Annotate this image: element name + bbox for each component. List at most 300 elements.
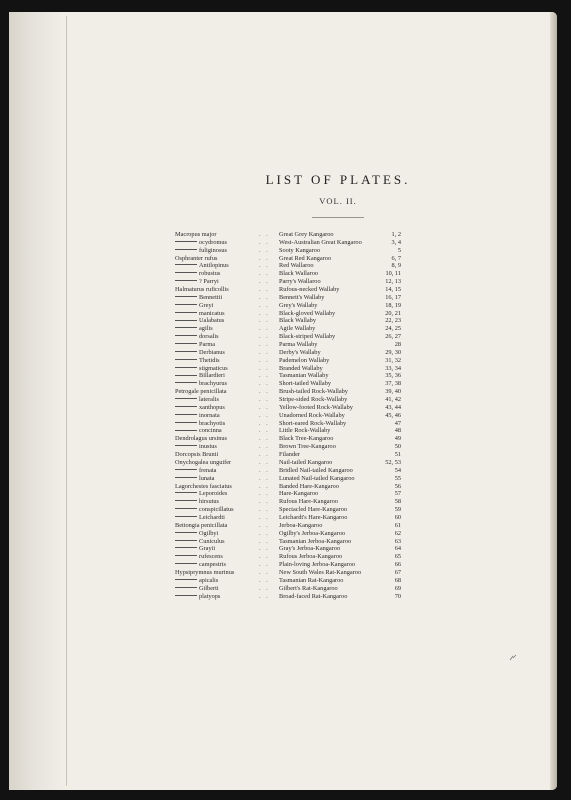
scientific-name-text: Leporoides [199,490,228,498]
plate-number: 20, 21 [385,309,401,317]
scientific-name [175,514,225,522]
scientific-name [175,396,219,404]
leader-dots: . . [259,506,270,514]
plate-row [175,365,401,373]
leader-dots: . . [259,568,270,576]
ditto-dash [175,492,197,493]
common-name: Short-eared Rock-Wallaby [279,419,347,427]
scientific-name [175,545,215,553]
plate-number: 58 [394,498,401,506]
plate-row [175,333,401,341]
scientific-name-text: rufescens [199,553,223,561]
leader-dots: . . [259,293,270,301]
plate-row [175,302,401,310]
common-name: Gray's Jerboa-Kangaroo [279,545,341,553]
scientific-name [175,404,225,412]
plate-number: 41, 42 [385,396,401,404]
scientific-name [175,357,220,365]
plate-row [175,388,401,396]
ditto-dash [175,304,197,305]
plate-number: 47 [394,419,401,427]
plate-number: 43, 44 [385,403,401,411]
plate-row [175,435,401,443]
leader-dots: . . [259,341,270,349]
plate-number: 65 [394,553,401,561]
scientific-name-text: xanthopus [199,403,225,411]
scientific-name-text: Grayii [199,545,216,553]
plate-row [175,317,401,325]
scientific-name [175,341,215,349]
common-name: Brown Tree-Kangaroo [279,443,336,451]
plate-row [175,420,401,428]
scientific-name-text: Billardieri [199,372,225,380]
leader-dots: . . [259,270,270,278]
scientific-name [175,372,225,380]
ditto-dash [175,579,197,580]
ditto-dash [175,414,197,415]
leader-dots: . . [259,333,270,341]
scientific-name [175,349,225,357]
common-name: Little Rock-Wallaby [279,427,331,435]
common-name: Red Wallaroo [279,262,314,270]
scientific-name [175,435,227,443]
scientific-name-text: Parma [199,341,216,349]
scientific-name [175,420,225,428]
leader-dots: . . [259,584,270,592]
scientific-name [175,278,219,286]
page-gutter-shadow [9,12,63,790]
scientific-name-text: frenata [199,466,217,474]
scientific-name [175,538,225,546]
ditto-dash [175,367,197,368]
plate-row [175,372,401,380]
leader-dots: . . [259,238,270,246]
ditto-dash [175,241,197,242]
plate-row [175,593,401,601]
scientific-name-text: platyops [199,592,221,600]
plate-list [175,231,401,600]
leader-dots: . . [259,458,270,466]
plate-number: 45, 46 [385,411,401,419]
common-name: Ogilby's Jerboa-Kangaroo [279,529,346,537]
plate-number: 49 [394,435,401,443]
plate-number: 3, 4 [391,238,401,246]
plate-row [175,506,401,514]
leader-dots: . . [259,545,270,553]
leader-dots: . . [259,513,270,521]
scientific-name-text: manicatus [199,309,225,317]
scientific-name [175,231,216,239]
leader-dots: . . [259,380,270,388]
scientific-name [175,506,234,514]
plate-row [175,475,401,483]
ditto-dash [175,469,197,470]
plate-number: 26, 27 [385,333,401,341]
scientific-name-text: Cuniculus [199,537,225,545]
scientific-name-text: apicalis [199,576,219,584]
ditto-dash [175,359,197,360]
leader-dots: . . [259,521,270,529]
scientific-name [175,310,225,318]
ditto-dash [175,343,197,344]
title-rule [312,217,364,218]
scientific-name-text: Ogilbyi [199,529,219,537]
plate-number: 48 [394,427,401,435]
scientific-name-text: brachyurus [199,380,227,388]
leader-dots: . . [259,451,270,459]
scientific-name-text: fuliginosus [199,246,227,254]
plate-number: 69 [394,584,401,592]
plate-row [175,357,401,365]
leader-dots: . . [259,309,270,317]
common-name: Jerboa-Kangaroo [279,521,323,529]
scientific-name-text: Dorcopsis Brunii [175,451,219,459]
scientific-name [175,333,219,341]
scientific-name-text: Halmaturus ruficollis [175,286,229,294]
ditto-dash [175,312,197,313]
ditto-dash [175,375,197,376]
plate-row [175,278,401,286]
scientific-name-text: ? Parryi [199,278,219,286]
scientific-name [175,569,234,577]
plate-row [175,349,401,357]
plate-row [175,443,401,451]
plate-number: 54 [394,466,401,474]
common-name: Tasmanian Wallaby [279,372,329,380]
plate-row [175,585,401,593]
ditto-dash [175,430,197,431]
plate-number: 51 [394,451,401,459]
scientific-name [175,388,227,396]
scientific-name [175,459,231,467]
common-name: Black-gloved Wallaby [279,309,336,317]
leader-dots: . . [259,325,270,333]
common-name: Black-striped Wallaby [279,333,336,341]
plate-number: 24, 25 [385,325,401,333]
plate-number: 1, 2 [391,231,401,238]
plate-row [175,247,401,255]
common-name: Great Grey Kangaroo [279,231,334,238]
common-name: Black Tree-Kangaroo [279,435,334,443]
scientific-name [175,553,223,561]
plate-row [175,490,401,498]
scientific-name [175,365,228,373]
scientific-name [175,530,218,538]
common-name: Filander [279,451,300,459]
ditto-dash [175,264,197,265]
common-name: Bennett's Wallaby [279,293,325,301]
ditto-dash [175,320,197,321]
leader-dots: . . [259,482,270,490]
plate-row [175,451,401,459]
ditto-dash [175,540,197,541]
scientific-name [175,286,229,294]
common-name: Rufous Hare-Kangaroo [279,498,338,506]
ditto-dash [175,508,197,509]
plate-row [175,396,401,404]
scientific-name [175,412,220,420]
common-name: Tasmanian Rat-Kangaroo [279,576,344,584]
scientific-name-text: Osphranter rufus [175,254,218,262]
plate-row [175,255,401,263]
scientific-name-text: lunata [199,474,215,482]
scientific-name [175,561,226,569]
ditto-dash [175,516,197,517]
leader-dots: . . [259,466,270,474]
scientific-name [175,498,219,506]
common-name: Derby's Wallaby [279,348,321,356]
scientific-name-text: lateralis [199,396,219,404]
leader-dots: . . [259,372,270,380]
plate-row [175,294,401,302]
plate-number: 63 [394,537,401,545]
common-name: Banded Hare-Kangaroo [279,482,339,490]
plate-row [175,538,401,546]
common-name: Stripe-sided Rock-Wallaby [279,396,348,404]
leader-dots: . . [259,356,270,364]
scientific-name [175,490,227,498]
common-name: Spectacled Hare-Kangaroo [279,506,348,514]
ditto-dash [175,477,197,478]
ditto-dash [175,327,197,328]
scientific-name-text: ocydromus [199,238,227,246]
leader-dots: . . [259,474,270,482]
leader-dots: . . [259,301,270,309]
leader-dots: . . [259,561,270,569]
common-name: Yellow-footed Rock-Wallaby [279,403,353,411]
plate-row [175,459,401,467]
plate-row [175,262,401,270]
common-name: Parma Wallaby [279,341,318,349]
leader-dots: . . [259,553,270,561]
scientific-name-text: Onychogalea unguifer [175,458,232,466]
leader-dots: . . [259,364,270,372]
scientific-name [175,380,227,388]
scientific-name-text: Greyi [199,301,214,309]
plate-number: 35, 36 [385,372,401,380]
plate-number: 28 [394,341,401,349]
plate-number: 70 [394,592,401,600]
plate-row [175,569,401,577]
plate-number: 14, 15 [385,286,401,294]
scientific-name [175,270,220,278]
scientific-name [175,483,232,491]
plate-number: 61 [394,521,401,529]
common-name: Unadorned Rock-Wallaby [279,411,345,419]
plate-number: 64 [394,545,401,553]
page-edge [550,12,557,790]
plate-row [175,380,401,388]
leader-dots: . . [259,403,270,411]
leader-dots: . . [259,278,270,286]
plate-row [175,286,401,294]
ditto-dash [175,296,197,297]
ditto-dash [175,445,197,446]
scientific-name-text: robustus [199,270,221,278]
plate-number: 29, 30 [385,348,401,356]
plate-number: 66 [394,561,401,569]
scientific-name-text: Thetidis [199,356,220,364]
volume-label: VOL. II. [319,196,357,206]
common-name: Nail-tailed Kangaroo [279,458,333,466]
scientific-name [175,325,213,333]
leader-dots: . . [259,576,270,584]
scientific-name [175,294,222,302]
scientific-name-text: inornata [199,411,220,419]
ditto-dash [175,249,197,250]
ditto-dash [175,587,197,588]
scientific-name [175,302,213,310]
plate-row [175,239,401,247]
plate-number: 50 [394,443,401,451]
leader-dots: . . [259,411,270,419]
common-name: Plain-loving Jerboa-Kangaroo [279,561,356,569]
scientific-name-text: stigmaticus [199,364,228,372]
scientific-name-text: Dendrolagus ursinus [175,435,227,443]
leader-dots: . . [259,427,270,435]
ditto-dash [175,398,197,399]
plate-number: 39, 40 [385,388,401,396]
common-name: Brush-tailed Rock-Wallaby [279,388,348,396]
scientific-name [175,239,227,247]
common-name: West-Australian Great Kangaroo [279,238,362,246]
page-title: LIST OF PLATES. [265,172,411,187]
leader-dots: . . [259,262,270,270]
leader-dots: . . [259,396,270,404]
plate-row [175,231,401,239]
plate-row [175,325,401,333]
scientific-name [175,577,218,585]
scientific-name-text: Lagorchestes fasciatus [175,482,232,490]
scientific-name-text: conspicillatus [199,506,234,514]
scientific-name-text: Ualabatus [199,317,225,325]
plate-number: 31, 32 [385,356,401,364]
scientific-name [175,593,220,601]
scientific-name-text: Petrogale penicillata [175,388,227,396]
plate-number: 10, 11 [385,270,401,278]
scientific-name-text: Gilberti [199,584,219,592]
common-name: Rufous Jerboa-Kangaroo [279,553,343,561]
scientific-name [175,475,214,483]
common-name: Sooty Kangaroo [279,246,321,254]
ditto-dash [175,422,197,423]
plate-number: 56 [394,482,401,490]
leader-dots: . . [259,490,270,498]
plate-number: 57 [394,490,401,498]
scientific-name [175,522,227,530]
plate-row [175,498,401,506]
leader-dots: . . [259,254,270,262]
leader-dots: . . [259,231,270,238]
pencil-mark [508,652,518,662]
plate-row [175,514,401,522]
common-name: Short-tailed Wallaby [279,380,332,388]
leader-dots: . . [259,592,270,600]
plate-number: 5 [397,246,401,254]
scientific-name [175,262,229,270]
plate-number: 62 [394,529,401,537]
leader-dots: . . [259,388,270,396]
common-name: Black Wallaroo [279,270,319,278]
common-name: New South Wales Rat-Kangaroo [279,568,362,576]
plate-row [175,270,401,278]
scientific-name [175,467,216,475]
scientific-name-text: agilis [199,325,213,333]
ditto-dash [175,272,197,273]
common-name: Black Wallaby [279,317,316,325]
plate-number: 12, 13 [385,278,401,286]
common-name: Broad-faced Rat-Kangaroo [279,592,348,600]
scientific-name-text: dorsalis [199,333,219,341]
common-name: Gilbert's Rat-Kangaroo [279,584,338,592]
plate-number: 52, 53 [385,458,401,466]
plate-number: 59 [394,506,401,514]
ditto-dash [175,382,197,383]
plate-row [175,553,401,561]
common-name: Bridled Nail-tailed Kangaroo [279,466,353,474]
plate-number: 60 [394,513,401,521]
plate-row [175,404,401,412]
scientific-name-text: Antilopinus [199,262,229,270]
common-name: Parry's Wallaroo [279,278,321,286]
leader-dots: . . [259,348,270,356]
scientific-name-text: brachyotis [199,419,226,427]
plate-row [175,561,401,569]
plate-number: 22, 23 [385,317,401,325]
plate-row [175,545,401,553]
scientific-name-text: Macropus major [175,231,217,238]
scientific-name-text: campestris [199,561,226,569]
gutter-fold-line [66,16,67,786]
plate-row [175,522,401,530]
plate-number: 55 [394,474,401,482]
scientific-name-text: Derbianus [199,348,225,356]
common-name: Rufous-necked Wallaby [279,286,340,294]
common-name: Pademelon Wallaby [279,356,330,364]
ditto-dash [175,406,197,407]
scientific-name-text: inustus [199,443,217,451]
scientific-name [175,585,219,593]
plate-row [175,530,401,538]
leader-dots: . . [259,317,270,325]
plate-row [175,467,401,475]
common-name: Hare-Kangaroo [279,490,319,498]
plate-number: 33, 34 [385,364,401,372]
ditto-dash [175,547,197,548]
leader-dots: . . [259,537,270,545]
ditto-dash [175,563,197,564]
leader-dots: . . [259,286,270,294]
ditto-dash [175,280,197,281]
plate-row [175,412,401,420]
leader-dots: . . [259,435,270,443]
common-name: Great Red Kangaroo [279,254,332,262]
scientific-name-text: Bennettii [199,293,223,301]
plate-row [175,427,401,435]
scientific-name [175,443,217,451]
ditto-dash [175,335,197,336]
leader-dots: . . [259,246,270,254]
leader-dots: . . [259,529,270,537]
plate-number: 67 [394,568,401,576]
plate-row [175,577,401,585]
common-name: Leichardt's Hare-Kangaroo [279,513,348,521]
plate-row [175,310,401,318]
scientific-name [175,427,222,435]
ditto-dash [175,532,197,533]
ditto-dash [175,555,197,556]
leader-dots: . . [259,498,270,506]
